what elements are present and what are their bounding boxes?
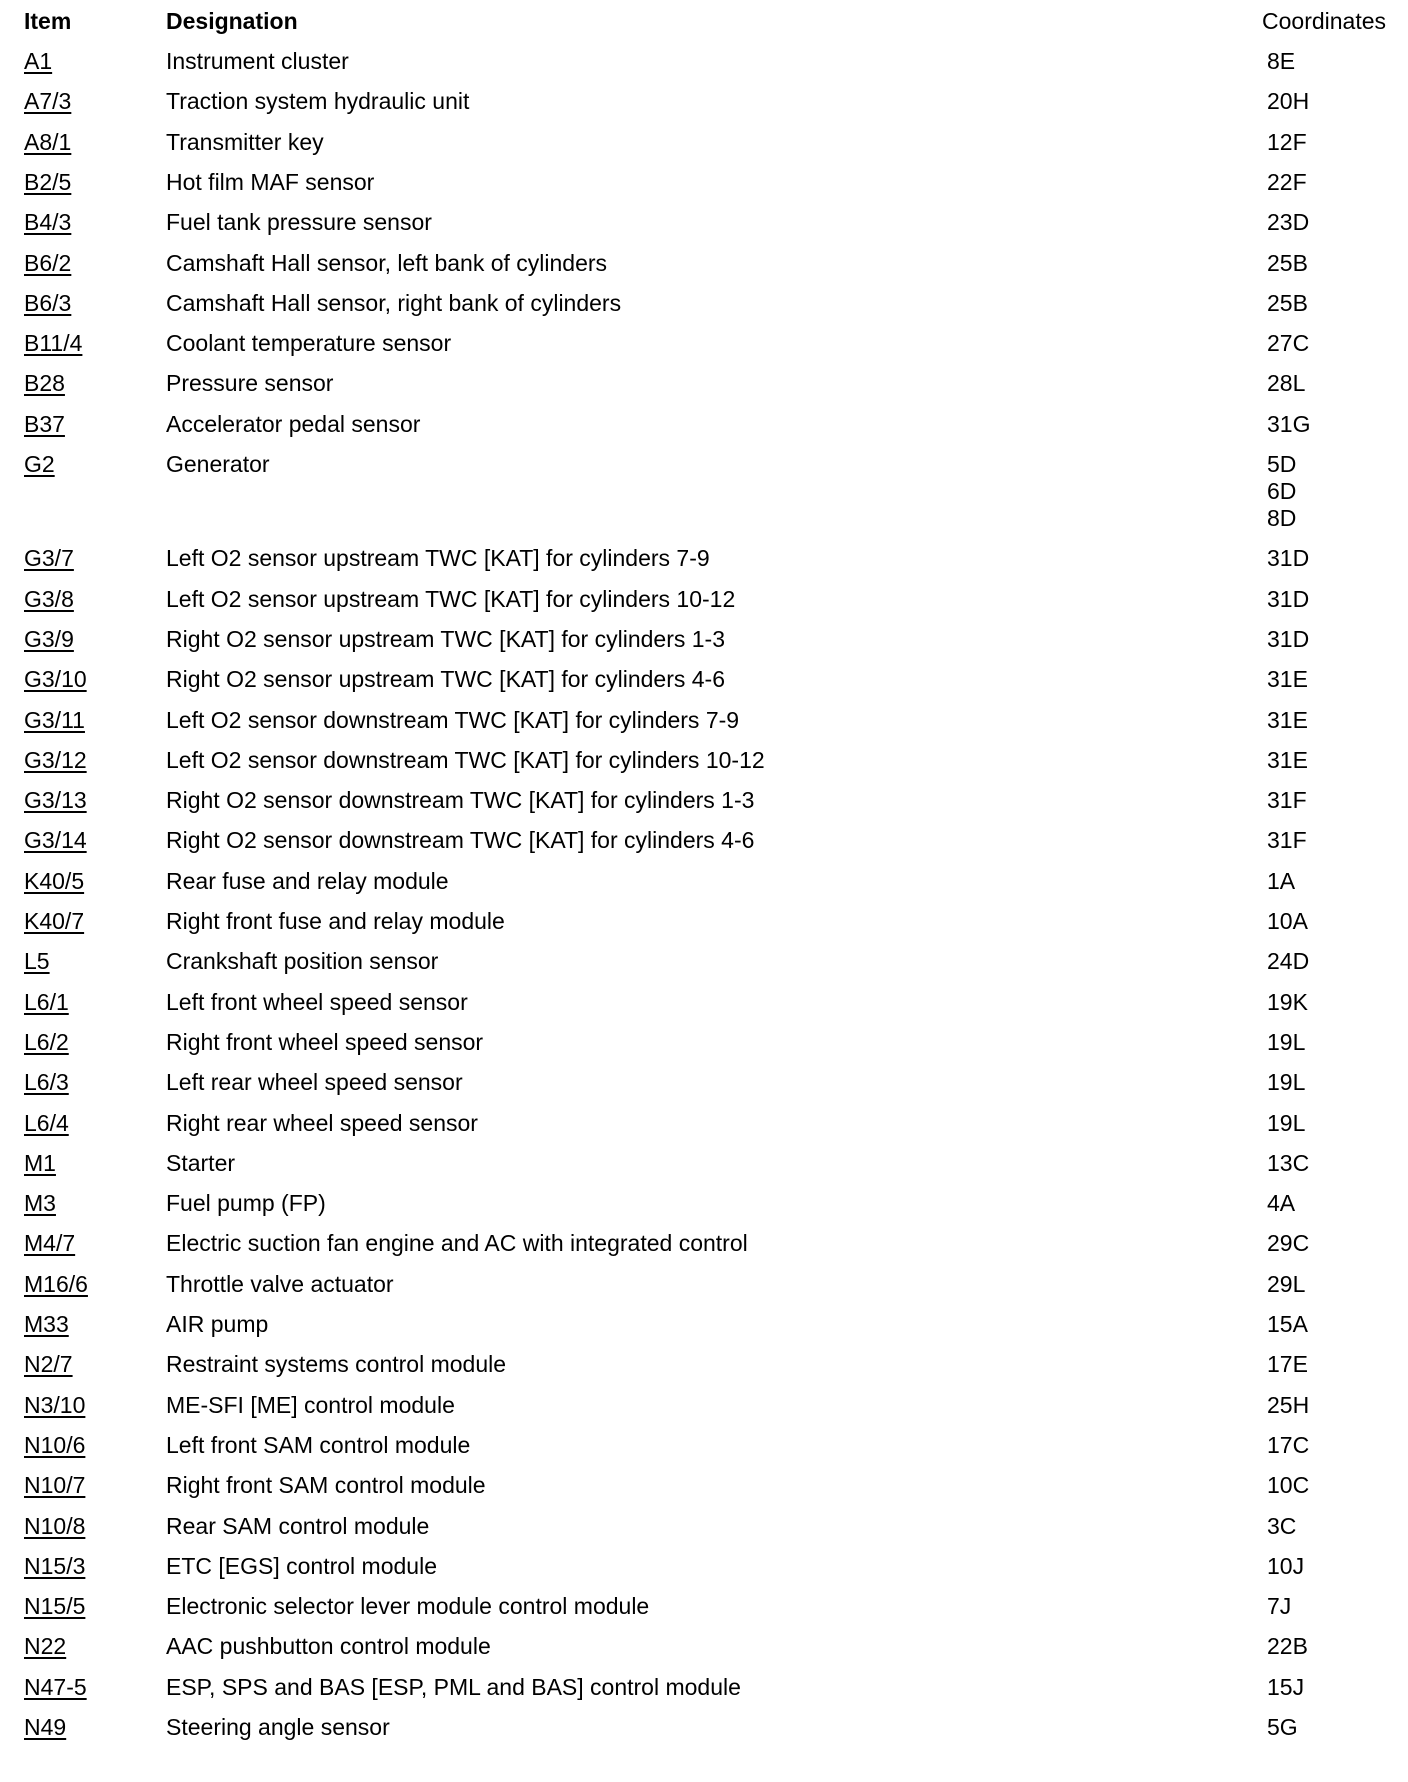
coordinate-value: 5D (1267, 451, 1297, 477)
coordinate-value: 6D (1267, 478, 1297, 504)
item-link[interactable]: B11/4 (24, 330, 83, 357)
designation-text: Throttle valve actuator (166, 1270, 394, 1297)
item-link[interactable]: N47-5 (24, 1673, 87, 1700)
designation-text: Left O2 sensor downstream TWC [KAT] for cylinders 7-9 (166, 706, 740, 733)
coordinates-cell (1267, 908, 1308, 935)
item-link[interactable]: G3/10 (24, 666, 87, 693)
designation-text: Rear fuse and relay module (166, 867, 449, 894)
item-link[interactable]: L5 (24, 948, 50, 975)
coordinates-cell (1267, 1392, 1309, 1419)
coordinates-cell (1267, 868, 1295, 895)
designation-text: Fuel tank pressure sensor (166, 209, 432, 236)
coordinates-cell (1267, 1553, 1304, 1580)
coordinates-cell (1267, 411, 1310, 438)
coordinate-value: 24D (1267, 948, 1310, 975)
coordinates-cell (1267, 1150, 1309, 1177)
coordinate-value: 10J (1267, 1552, 1305, 1579)
designation-text: Transmitter key (166, 128, 324, 155)
coordinates-cell (1267, 451, 1296, 532)
item-link[interactable]: L6/3 (24, 1069, 69, 1096)
coordinate-value: 4A (1267, 1190, 1296, 1217)
designation-text: Hot film MAF sensor (166, 168, 375, 195)
designation-text: Restraint systems control module (166, 1351, 507, 1378)
designation-text: AIR pump (166, 1311, 269, 1337)
coordinate-value: 17C (1267, 1431, 1310, 1458)
designation-text: ME-SFI [ME] control module (166, 1391, 455, 1418)
coordinate-value: 25B (1267, 289, 1308, 316)
coordinate-value: 5G (1267, 1714, 1298, 1740)
item-link[interactable]: G3/9 (24, 625, 74, 652)
coordinates-cell (1267, 1351, 1308, 1378)
coordinate-value: 31D (1267, 545, 1310, 572)
coordinates-cell (1267, 290, 1308, 317)
coordinates-cell (1267, 1029, 1305, 1056)
coordinates-cell (1267, 250, 1308, 277)
coordinates-cell (1267, 129, 1307, 156)
designation-text: Right O2 sensor upstream TWC [KAT] for cylinders 1-3 (166, 625, 725, 652)
item-link[interactable]: G3/12 (24, 746, 87, 773)
coordinate-value: 23D (1267, 209, 1310, 236)
coordinate-value: 22F (1267, 168, 1307, 195)
header-coordinates: Coordinates (1262, 8, 1387, 34)
designation-text: Left O2 sensor upstream TWC [KAT] for cylinders 7-9 (166, 545, 710, 572)
item-link[interactable]: N10/7 (24, 1472, 86, 1499)
coordinates-cell (1267, 1069, 1305, 1096)
designation-text: Left front wheel speed sensor (166, 988, 468, 1015)
coordinate-value: 31G (1267, 410, 1311, 437)
item-link[interactable]: M4/7 (24, 1230, 76, 1257)
designation-text: Traction system hydraulic unit (166, 88, 470, 115)
coordinates-cell (1267, 1633, 1308, 1660)
designation-text: Electronic selector lever module control module (166, 1593, 650, 1620)
item-link[interactable]: B6/3 (24, 289, 72, 316)
coordinates-cell (1267, 370, 1305, 397)
header-designation: Designation (166, 8, 298, 34)
coordinates-cell (1267, 707, 1308, 734)
coordinate-value: 19L (1267, 1069, 1306, 1096)
coordinate-value: 27C (1267, 330, 1310, 357)
coordinate-value: 8D (1267, 505, 1297, 531)
designation-text: Crankshaft position sensor (166, 948, 439, 975)
coordinate-value: 31D (1267, 585, 1310, 612)
coordinate-value: 10A (1267, 908, 1308, 934)
designation-text: Instrument cluster (166, 48, 349, 74)
item-link[interactable]: G3/14 (24, 827, 87, 854)
item-link[interactable]: L6/2 (24, 1028, 69, 1055)
header-item: Item (24, 8, 72, 34)
coordinates-cell (1267, 1593, 1291, 1620)
coordinate-value: 31D (1267, 625, 1310, 652)
item-link[interactable]: B4/3 (24, 209, 72, 236)
coordinate-value: 31E (1267, 706, 1308, 733)
item-link[interactable]: N3/10 (24, 1391, 86, 1418)
coordinates-cell (1267, 1674, 1304, 1701)
designation-text: Camshaft Hall sensor, left bank of cylinders (166, 249, 608, 276)
designation-text: Right O2 sensor downstream TWC [KAT] for cylinders 4-6 (166, 827, 755, 854)
coordinate-value: 25H (1267, 1391, 1310, 1418)
coordinates-cell (1267, 989, 1308, 1016)
designation-text: Rear SAM control module (166, 1512, 430, 1539)
coordinates-cell (1267, 1230, 1309, 1257)
item-link[interactable]: A8/1 (24, 128, 72, 155)
coordinate-value: 31E (1267, 746, 1308, 773)
item-link[interactable]: A7/3 (24, 88, 72, 115)
coordinates-cell (1267, 88, 1309, 115)
coordinate-value: 13C (1267, 1149, 1310, 1176)
coordinate-value: 28L (1267, 370, 1306, 397)
coordinates-cell (1267, 1271, 1305, 1298)
designation-text: ETC [EGS] control module (166, 1552, 437, 1579)
coordinates-cell (1267, 169, 1307, 196)
coordinates-cell (1267, 666, 1308, 693)
designation-text: Left rear wheel speed sensor (166, 1069, 463, 1096)
designation-text: Pressure sensor (166, 370, 334, 397)
coordinate-value: 29C (1267, 1230, 1310, 1257)
coordinate-value: 15A (1267, 1311, 1308, 1337)
designation-text: Right O2 sensor downstream TWC [KAT] for cylinders 1-3 (166, 787, 755, 814)
coordinates-cell (1267, 209, 1309, 236)
designation-text: ESP, SPS and BAS [ESP, PML and BAS] control module (166, 1673, 741, 1700)
designation-text: Coolant temperature sensor (166, 330, 452, 357)
item-link[interactable]: M3 (24, 1190, 56, 1217)
item-link[interactable]: N15/5 (24, 1593, 86, 1620)
coordinate-value: 15J (1267, 1673, 1305, 1700)
designation-text: Left front SAM control module (166, 1431, 471, 1458)
item-link[interactable]: M33 (24, 1311, 69, 1337)
coordinates-cell (1267, 948, 1309, 975)
designation-text: AAC pushbutton control module (166, 1633, 491, 1660)
coordinate-value: 29L (1267, 1270, 1306, 1297)
coordinates-cell (1267, 1432, 1309, 1459)
item-link[interactable]: N2/7 (24, 1351, 73, 1378)
coordinates-cell (1267, 48, 1295, 75)
coordinate-value: 19K (1267, 988, 1308, 1015)
item-link[interactable]: N49 (24, 1714, 67, 1740)
coordinates-cell (1267, 747, 1308, 774)
coordinates-cell (1267, 330, 1309, 357)
coordinates-cell (1267, 787, 1307, 814)
item-link[interactable]: N15/3 (24, 1552, 86, 1579)
coordinates-cell (1267, 1472, 1309, 1499)
designation-text: Right front wheel speed sensor (166, 1028, 484, 1055)
item-link[interactable]: L6/4 (24, 1109, 69, 1136)
item-link[interactable]: G2 (24, 451, 55, 477)
item-link[interactable]: A1 (24, 48, 53, 74)
item-link[interactable]: N10/8 (24, 1512, 86, 1539)
designation-text: Electric suction fan engine and AC with integrated control (166, 1230, 748, 1257)
coordinates-cell (1267, 1311, 1308, 1338)
coordinates-cell (1267, 545, 1309, 572)
item-link[interactable]: B28 (24, 370, 65, 397)
item-link[interactable]: M16/6 (24, 1270, 88, 1297)
coordinates-cell (1267, 586, 1309, 613)
item-link[interactable]: N22 (24, 1633, 67, 1660)
coordinate-value: 8E (1267, 48, 1296, 74)
designation-text: Fuel pump (FP) (166, 1190, 326, 1217)
coordinate-value: 31F (1267, 827, 1307, 854)
designation-text: Right front fuse and relay module (166, 908, 505, 934)
designation-text: Steering angle sensor (166, 1714, 390, 1740)
item-link[interactable]: L6/1 (24, 988, 69, 1015)
coordinate-value: 19L (1267, 1109, 1306, 1136)
coordinate-value: 7J (1267, 1593, 1292, 1620)
coordinate-value: 19L (1267, 1028, 1306, 1055)
item-link[interactable]: B37 (24, 410, 65, 437)
coordinate-value: 31F (1267, 787, 1307, 814)
item-link[interactable]: N10/6 (24, 1431, 86, 1458)
coordinates-cell (1267, 1513, 1296, 1540)
coordinate-value: 20H (1267, 88, 1310, 115)
designation-text: Starter (166, 1149, 236, 1176)
coordinate-value: 22B (1267, 1633, 1308, 1660)
item-link[interactable]: K40/5 (24, 867, 85, 894)
coordinates-cell (1267, 827, 1307, 854)
coordinates-cell (1267, 1110, 1305, 1137)
coordinate-value: 1A (1267, 867, 1296, 894)
item-link[interactable]: M1 (24, 1149, 56, 1176)
item-link[interactable]: G3/11 (24, 706, 85, 733)
designation-text: Accelerator pedal sensor (166, 410, 421, 437)
coordinates-cell (1267, 1714, 1298, 1741)
designation-text: Right front SAM control module (166, 1472, 486, 1499)
designation-text: Generator (166, 451, 270, 477)
designation-text: Right rear wheel speed sensor (166, 1109, 478, 1136)
coordinates-cell (1267, 1190, 1295, 1217)
coordinate-value: 10C (1267, 1472, 1310, 1499)
coordinate-value: 3C (1267, 1512, 1297, 1539)
designation-text: Left O2 sensor downstream TWC [KAT] for cylinders 10-12 (166, 746, 765, 773)
item-link[interactable]: B6/2 (24, 249, 72, 276)
coordinates-cell (1267, 626, 1309, 653)
coordinate-value: 31E (1267, 666, 1308, 693)
item-link[interactable]: B2/5 (24, 168, 72, 195)
item-link[interactable]: K40/7 (24, 908, 85, 934)
item-link[interactable]: G3/8 (24, 585, 74, 612)
designation-text: Left O2 sensor upstream TWC [KAT] for cylinders 10-12 (166, 585, 736, 612)
designation-text: Right O2 sensor upstream TWC [KAT] for cylinders 4-6 (166, 666, 725, 693)
coordinate-value: 17E (1267, 1351, 1308, 1378)
designation-text: Camshaft Hall sensor, right bank of cylinders (166, 289, 622, 316)
item-link[interactable]: G3/7 (24, 545, 74, 572)
item-link[interactable]: G3/13 (24, 787, 87, 814)
coordinate-value: 12F (1267, 128, 1307, 155)
coordinate-value: 25B (1267, 249, 1308, 276)
